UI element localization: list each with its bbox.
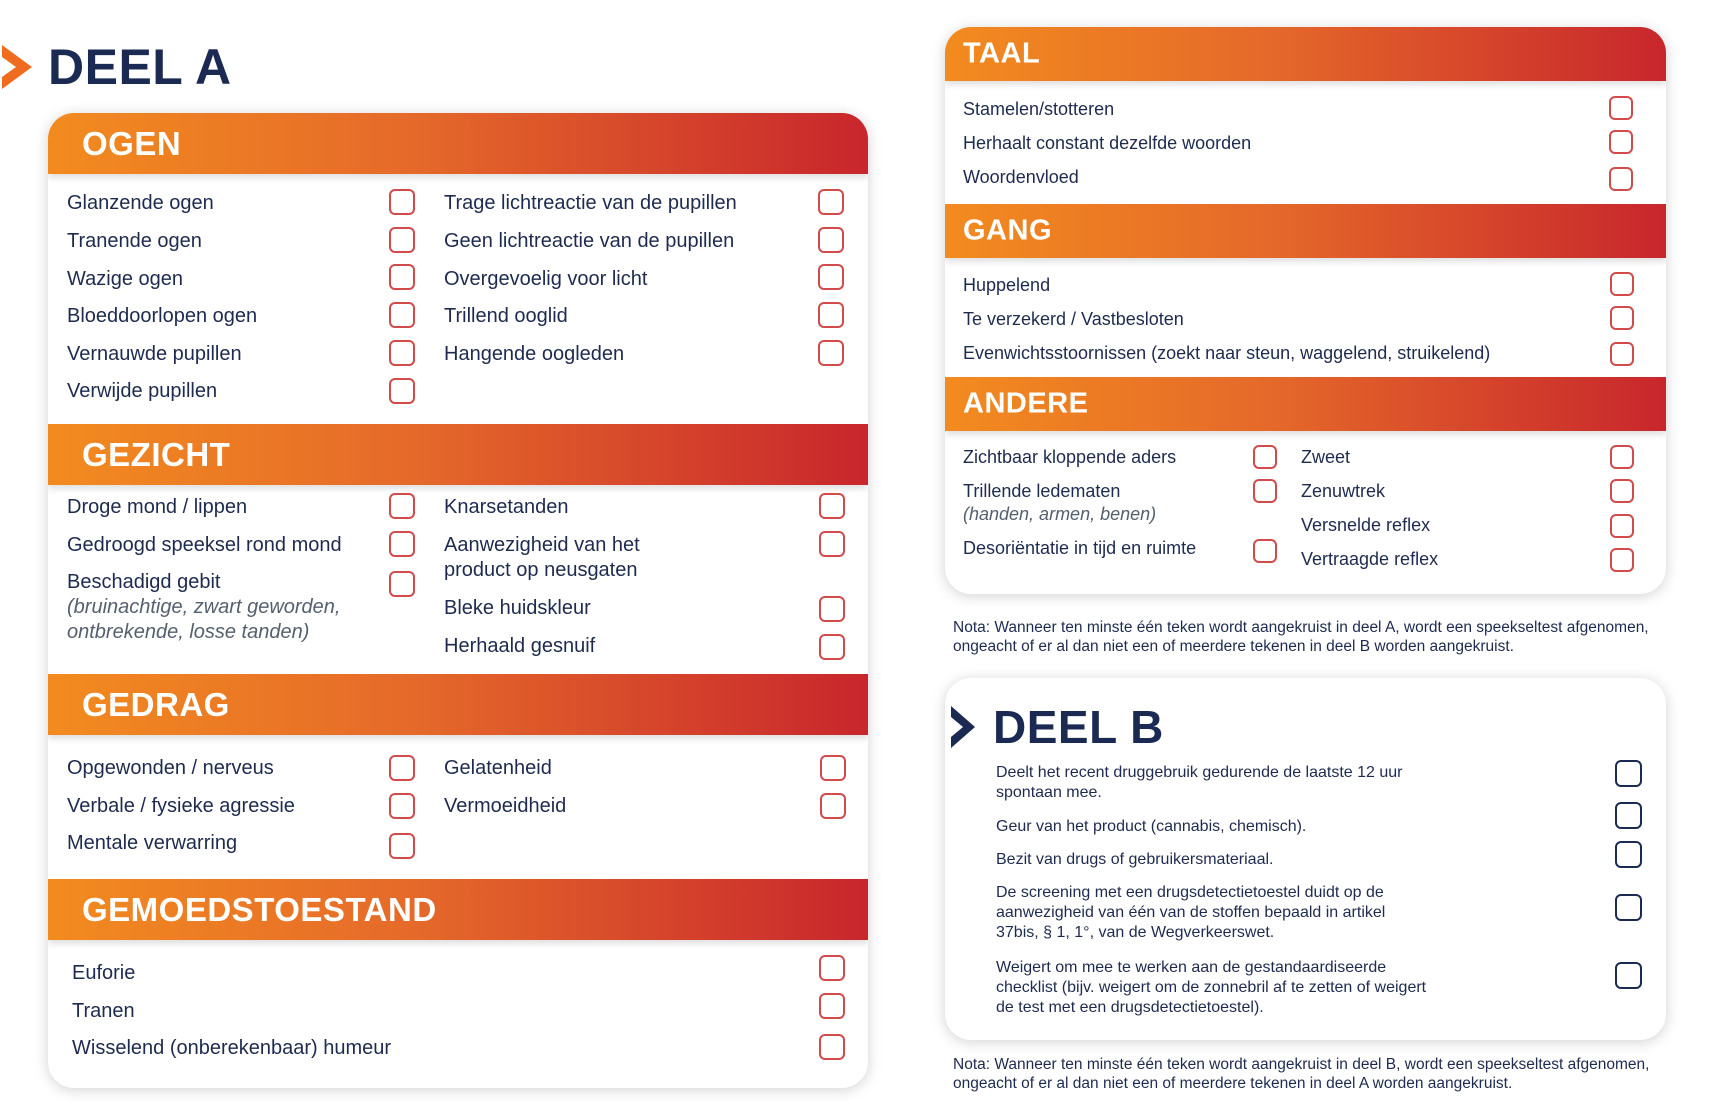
list-item: Gedroogd speeksel rond mond <box>67 534 342 556</box>
checkbox[interactable] <box>389 302 415 328</box>
list-item: Evenwichtsstoornissen (zoekt naar steun, waggelend, struikelend) <box>963 343 1491 363</box>
list-item <box>963 480 1156 526</box>
list-item-note: ontbrekende, losse tanden) <box>67 621 310 643</box>
list-item-line: Geur van het product (cannabis, chemisch). <box>996 818 1307 835</box>
list-item-label: Beschadigd gebit <box>67 571 221 593</box>
section-title: OGEN <box>82 124 182 162</box>
section-title: GEDRAG <box>82 685 230 723</box>
list-item: Woordenvloed <box>963 167 1079 187</box>
checkbox[interactable] <box>818 340 844 366</box>
checkbox[interactable] <box>818 264 844 290</box>
list-item: Overgevoelig voor licht <box>444 268 648 290</box>
checkbox[interactable] <box>1610 272 1634 296</box>
list-item: Glanzende ogen <box>67 192 214 214</box>
checkbox[interactable] <box>819 993 845 1019</box>
list-item: Desoriëntatie in tijd en ruimte <box>963 538 1197 558</box>
checkbox[interactable] <box>389 793 415 819</box>
list-item: Zichtbaar kloppende aders <box>963 447 1177 467</box>
list-item: Tranen <box>72 1000 135 1022</box>
note-line: ongeacht of er al dan niet een of meerdere tekenen in deel A worden aangekruist. <box>953 1075 1513 1092</box>
checkbox[interactable] <box>1610 445 1634 469</box>
checkbox[interactable] <box>1609 130 1633 154</box>
deel-a-card <box>48 113 868 1088</box>
list-item-label: product op neusgaten <box>444 559 638 581</box>
list-item: Verbale / fysieke agressie <box>67 795 295 817</box>
section-header-gang <box>945 204 1666 258</box>
list-item <box>996 958 1426 1018</box>
checkbox[interactable] <box>1610 548 1634 572</box>
checkbox[interactable] <box>818 189 844 215</box>
list-item-line: de test met een drugsdetectietoestel). <box>996 999 1264 1016</box>
note-deel-b <box>953 1055 1649 1093</box>
deel-a-title <box>0 38 232 96</box>
list-item: Zweet <box>1301 447 1351 467</box>
list-item-line: 37bis, § 1, 1°, van de Wegverkeerswet. <box>996 924 1275 941</box>
section-title: GEZICHT <box>82 435 231 473</box>
checkbox[interactable] <box>389 493 415 519</box>
list-item-line: checklist (bijv. weigert om de zonnebril af te zetten of weigert <box>996 979 1427 996</box>
list-item: Vertraagde reflex <box>1301 549 1439 569</box>
list-item-label: Aanwezigheid van het <box>444 534 640 556</box>
checkbox[interactable] <box>820 755 846 781</box>
list-item-line: Deelt het recent druggebruik gedurende de laatste 12 uur <box>996 764 1403 781</box>
list-item: Te verzekerd / Vastbesloten <box>963 309 1184 329</box>
list-item <box>444 533 640 583</box>
section-title: TAAL <box>963 37 1041 70</box>
checkbox[interactable] <box>819 493 845 519</box>
deel-a-heading: DEEL A <box>48 39 232 95</box>
right-signs-card <box>945 27 1666 594</box>
list-item-line: Bezit van drugs of gebruikersmateriaal. <box>996 851 1274 868</box>
section-header-ogen <box>48 113 868 174</box>
list-item: Geen lichtreactie van de pupillen <box>444 230 735 252</box>
list-item: Opgewonden / nerveus <box>67 757 274 779</box>
checkbox[interactable] <box>389 571 415 597</box>
list-item: Versnelde reflex <box>1301 515 1431 535</box>
list-item-line: aanwezigheid van één van de stoffen bepaald in artikel <box>996 904 1386 921</box>
section-header-taal <box>945 27 1666 81</box>
section-title: GANG <box>963 214 1052 247</box>
list-item: Bloeddoorlopen ogen <box>67 305 258 327</box>
note-line: ongeacht of er al dan niet een of meerdere tekenen in deel B worden aangekruist. <box>953 638 1514 655</box>
checkbox[interactable] <box>389 189 415 215</box>
checkbox[interactable] <box>818 227 844 253</box>
checkbox[interactable] <box>1610 306 1634 330</box>
checkbox[interactable] <box>819 1034 845 1060</box>
checkbox[interactable] <box>389 227 415 253</box>
checkbox[interactable] <box>819 634 845 660</box>
checkbox[interactable] <box>820 793 846 819</box>
list-item <box>996 763 1403 803</box>
checkbox[interactable] <box>1610 479 1634 503</box>
list-item: Trage lichtreactie van de pupillen <box>444 192 737 214</box>
checkbox[interactable] <box>819 955 845 981</box>
section-header-gedrag <box>48 674 868 735</box>
checkbox[interactable] <box>1615 894 1642 921</box>
list-item: Stamelen/stotteren <box>963 99 1115 119</box>
list-item <box>996 817 1306 837</box>
deel-b-title <box>951 700 1164 754</box>
list-item-note: (bruinachtige, zwart geworden, <box>67 596 341 618</box>
list-item: Droge mond / lippen <box>67 496 248 518</box>
note-deel-a <box>953 618 1649 656</box>
list-item: Trillend ooglid <box>444 305 568 327</box>
checkbox[interactable] <box>389 264 415 290</box>
checkbox[interactable] <box>1610 514 1634 538</box>
list-item: Herhaald gesnuif <box>444 635 596 657</box>
section-title: ANDERE <box>963 387 1089 420</box>
deel-b-heading: DEEL B <box>993 701 1164 753</box>
list-item: Vermoeidheid <box>444 795 567 817</box>
chevron-right-icon <box>0 43 34 91</box>
section-title: GEMOEDSTOESTAND <box>82 890 437 928</box>
checkbox[interactable] <box>1609 96 1633 120</box>
list-item-line: spontaan mee. <box>996 784 1102 801</box>
list-item: Wazige ogen <box>67 268 183 290</box>
note-line: Nota: Wanneer ten minste één teken wordt aangekruist in deel B, wordt een speekseltest afgenomen, <box>953 1056 1650 1073</box>
list-item: Euforie <box>72 962 136 984</box>
checkbox[interactable] <box>389 340 415 366</box>
chevron-right-icon <box>951 704 977 750</box>
list-item: Mentale verwarring <box>67 832 238 854</box>
list-item <box>996 883 1385 943</box>
list-item: Gelatenheid <box>444 757 552 779</box>
section-header-gezicht <box>48 424 868 485</box>
list-item-note: (handen, armen, benen) <box>963 504 1157 524</box>
list-item: Wisselend (onberekenbaar) humeur <box>72 1037 392 1059</box>
checkbox[interactable] <box>819 531 845 557</box>
list-item: Verwijde pupillen <box>67 380 218 402</box>
list-item: Bleke huidskleur <box>444 597 591 619</box>
checkbox[interactable] <box>389 833 415 859</box>
list-item <box>996 850 1273 870</box>
section-header-gemoedstoestand <box>48 879 868 940</box>
list-item-label: Trillende ledematen <box>963 481 1121 501</box>
checkbox[interactable] <box>1610 342 1634 366</box>
list-item: Huppelend <box>963 275 1051 295</box>
checkbox[interactable] <box>1615 802 1642 829</box>
list-item: Zenuwtrek <box>1301 481 1386 501</box>
deel-b-card <box>945 678 1666 1040</box>
checkbox[interactable] <box>1615 841 1642 868</box>
checkbox[interactable] <box>1615 760 1642 787</box>
list-item: Herhaalt constant dezelfde woorden <box>963 133 1252 153</box>
section-header-andere <box>945 377 1666 431</box>
checkbox[interactable] <box>389 755 415 781</box>
list-item: Vernauwde pupillen <box>67 343 242 365</box>
checkbox[interactable] <box>389 378 415 404</box>
list-item: Hangende oogleden <box>444 343 625 365</box>
note-line: Nota: Wanneer ten minste één teken wordt aangekruist in deel A, wordt een speekseltest afgenomen, <box>953 619 1649 636</box>
checkbox[interactable] <box>1253 445 1277 469</box>
checkbox[interactable] <box>819 596 845 622</box>
list-item: Tranende ogen <box>67 230 202 252</box>
checkbox[interactable] <box>818 302 844 328</box>
checkbox[interactable] <box>1609 167 1633 191</box>
list-item: Knarsetanden <box>444 496 569 518</box>
checkbox[interactable] <box>389 531 415 557</box>
list-item-line: De screening met een drugsdetectietoestel duidt op de <box>996 884 1384 901</box>
checkbox[interactable] <box>1253 539 1277 563</box>
list-item-line: Weigert om mee te werken aan de gestandaardiseerde <box>996 959 1387 976</box>
list-item <box>67 570 340 645</box>
checkbox[interactable] <box>1253 479 1277 503</box>
checkbox[interactable] <box>1615 962 1642 989</box>
